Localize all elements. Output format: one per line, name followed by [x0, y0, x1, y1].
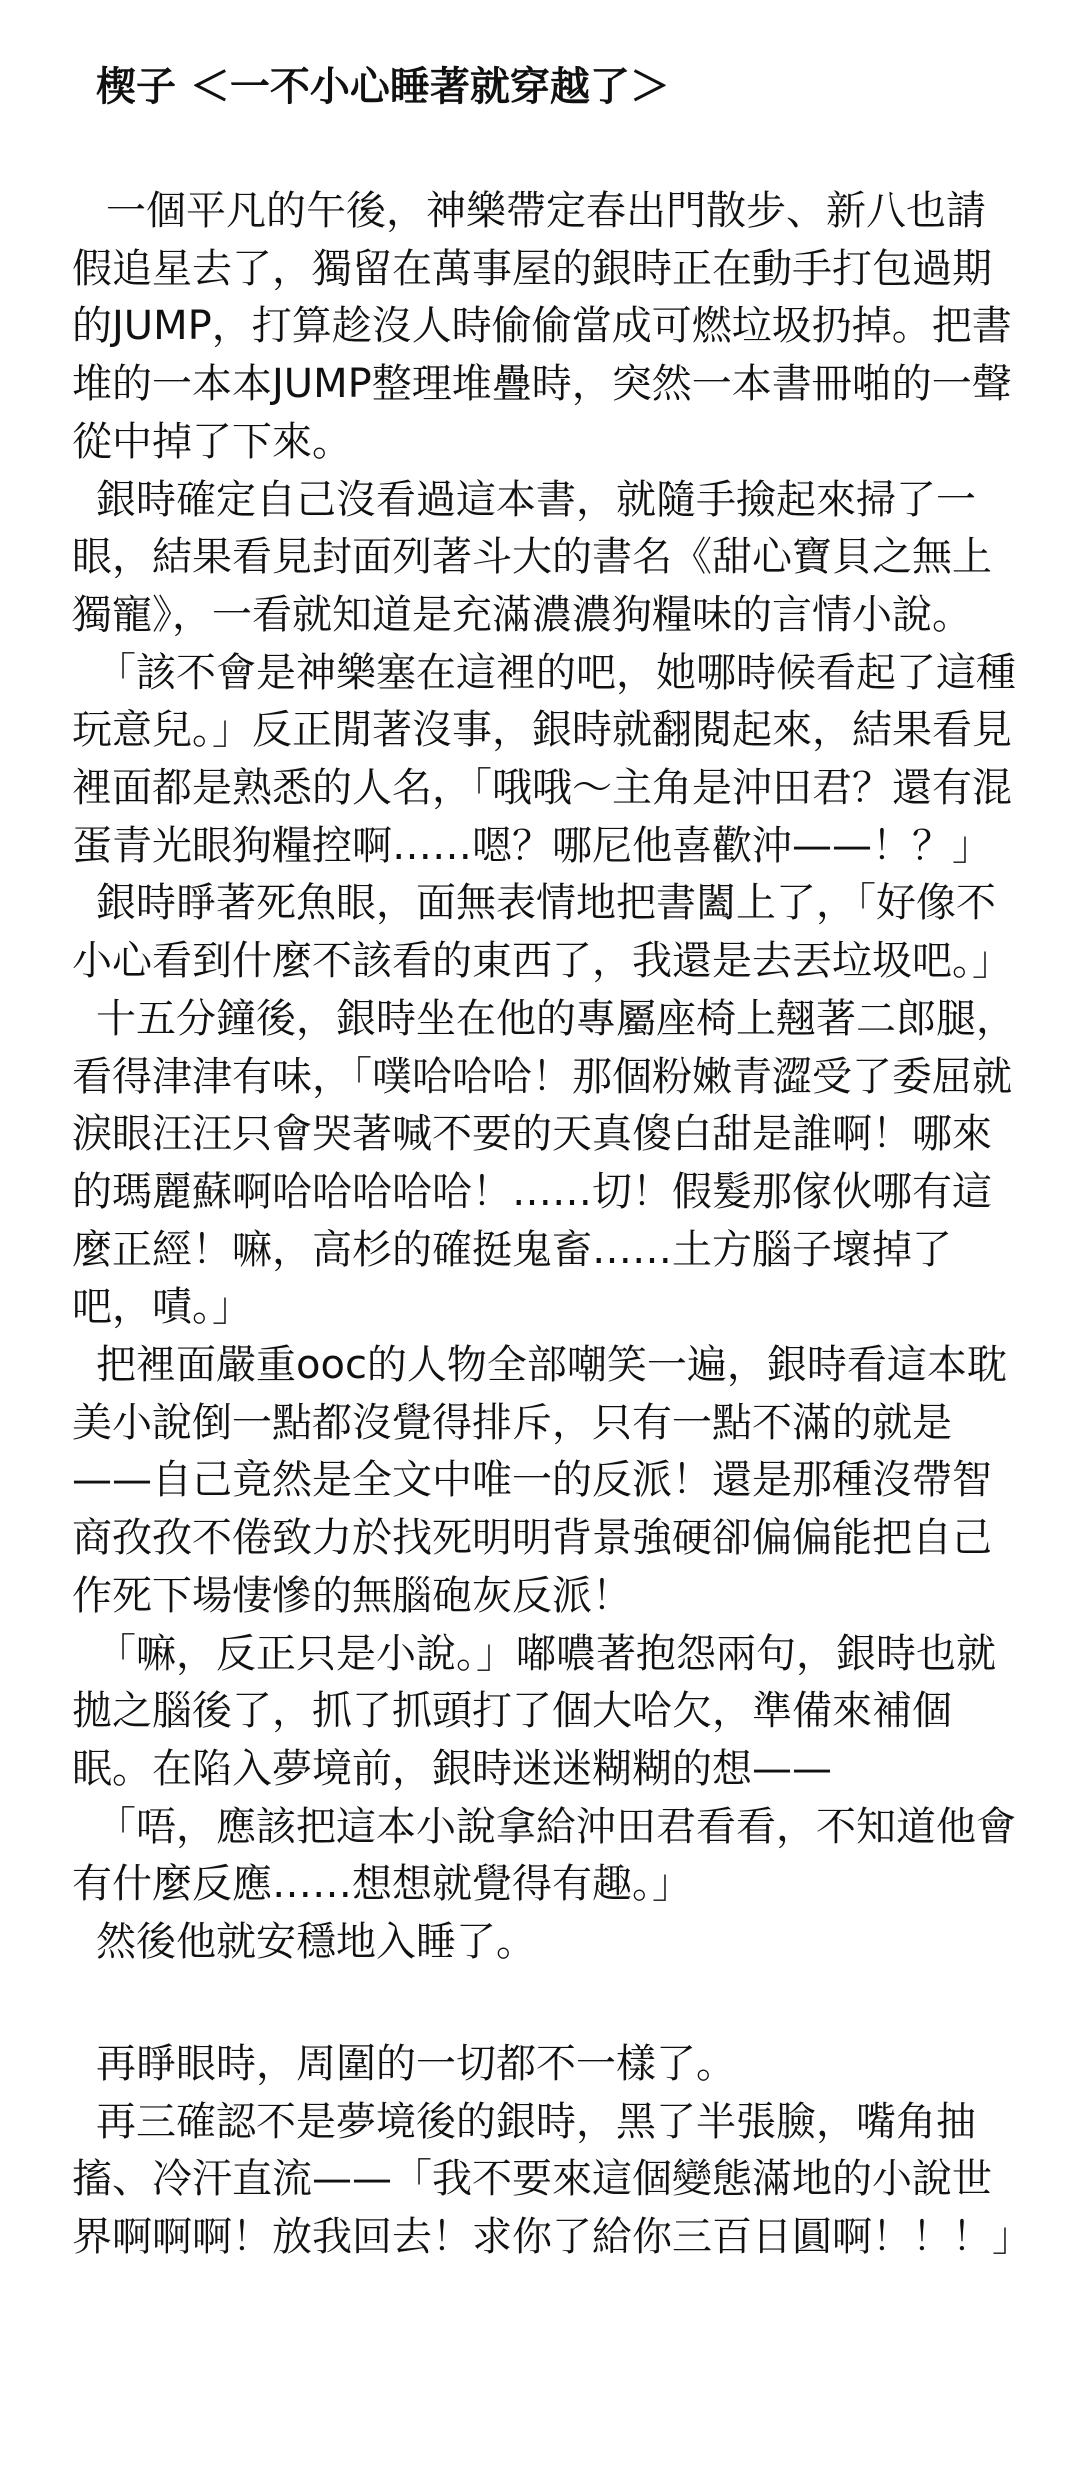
paragraph: 「唔，應該把這本小說拿給沖田君看看，不知道他會有什麼反應……想想就覺得有趣。」 — [72, 1803, 1016, 1908]
paragraph: 一個平凡的午後，神樂帶定春出門散步、新八也請假追星去了，獨留在萬事屋的銀時正在動手打包過期的JUMP，打算趁沒人時偷偷當成可燃垃圾扔掉。把書堆的一本本JUMP整理堆疊時，突然一本書冊啪的一聲從中掉了下來。 — [72, 188, 1012, 465]
paragraph: 銀時睜著死魚眼，面無表情地把書闔上了，「好像不小心看到什麼不該看的東西了，我還是去丟垃圾吧。」 — [72, 880, 1012, 985]
paragraph: 十五分鐘後，銀時坐在他的專屬座椅上翹著二郎腿，看得津津有味，「噗哈哈哈！那個粉嫩青澀受了委屈就淚眼汪汪只會哭著喊不要的天真傻白甜是誰啊！哪來的瑪麗蘇啊哈哈哈哈哈！……切！假髮那傢伙哪有這麼正經！嘛，高杉的確挺鬼畜……土方腦子壞掉了吧，嘖。」 — [72, 995, 1016, 1331]
document-body — [72, 55, 1032, 2267]
paragraph: 再睜眼時，周圍的一切都不一樣了。 — [96, 2040, 736, 2087]
paragraph: 「嘛，反正只是小說。」嘟噥著抱怨兩句，銀時也就拋之腦後了，抓了抓頭打了個大哈欠，準備來補個眠。在陷入夢境前，銀時迷迷糊糊的想—— — [72, 1630, 996, 1792]
chapter-title: 楔子 ＜一不小心睡著就穿越了＞ — [96, 64, 670, 110]
paragraph: 然後他就安穩地入睡了。 — [96, 1919, 536, 1966]
blank-line — [72, 1972, 1017, 2036]
paragraph: 再三確認不是夢境後的銀時，黑了半張臉，嘴角抽搐、冷汗直流——「我不要來這個變態滿地的小說世界啊啊啊！放我回去！求你了給你三百日圓啊！！！」 — [72, 2098, 1032, 2260]
paragraph: 「該不會是神樂塞在這裡的吧，她哪時候看起了這種玩意兒。」反正閒著沒事，銀時就翻閱起來，結果看見裡面都是熟悉的人名，「哦哦～主角是沖田君？還有混蛋青光眼狗糧控啊……嗯？哪尼他喜歡沖——！？」 — [72, 649, 1016, 869]
blank-line — [72, 119, 1017, 183]
paragraph: 把裡面嚴重ooc的人物全部嘲笑一遍，銀時看這本耽美小說倒一點都沒覺得排斥，只有一點不滿的就是——自己竟然是全文中唯一的反派！還是那種沒帶智商孜孜不倦致力於找死明明背景強硬卻偏偏能把自己作死下場悽慘的無腦砲灰反派！ — [72, 1342, 1007, 1619]
paragraph: 銀時確定自己沒看過這本書，就隨手撿起來掃了一眼，結果看見封面列著斗大的書名《甜心寶貝之無上獨寵》，一看就知道是充滿濃濃狗糧味的言情小說。 — [72, 476, 992, 638]
